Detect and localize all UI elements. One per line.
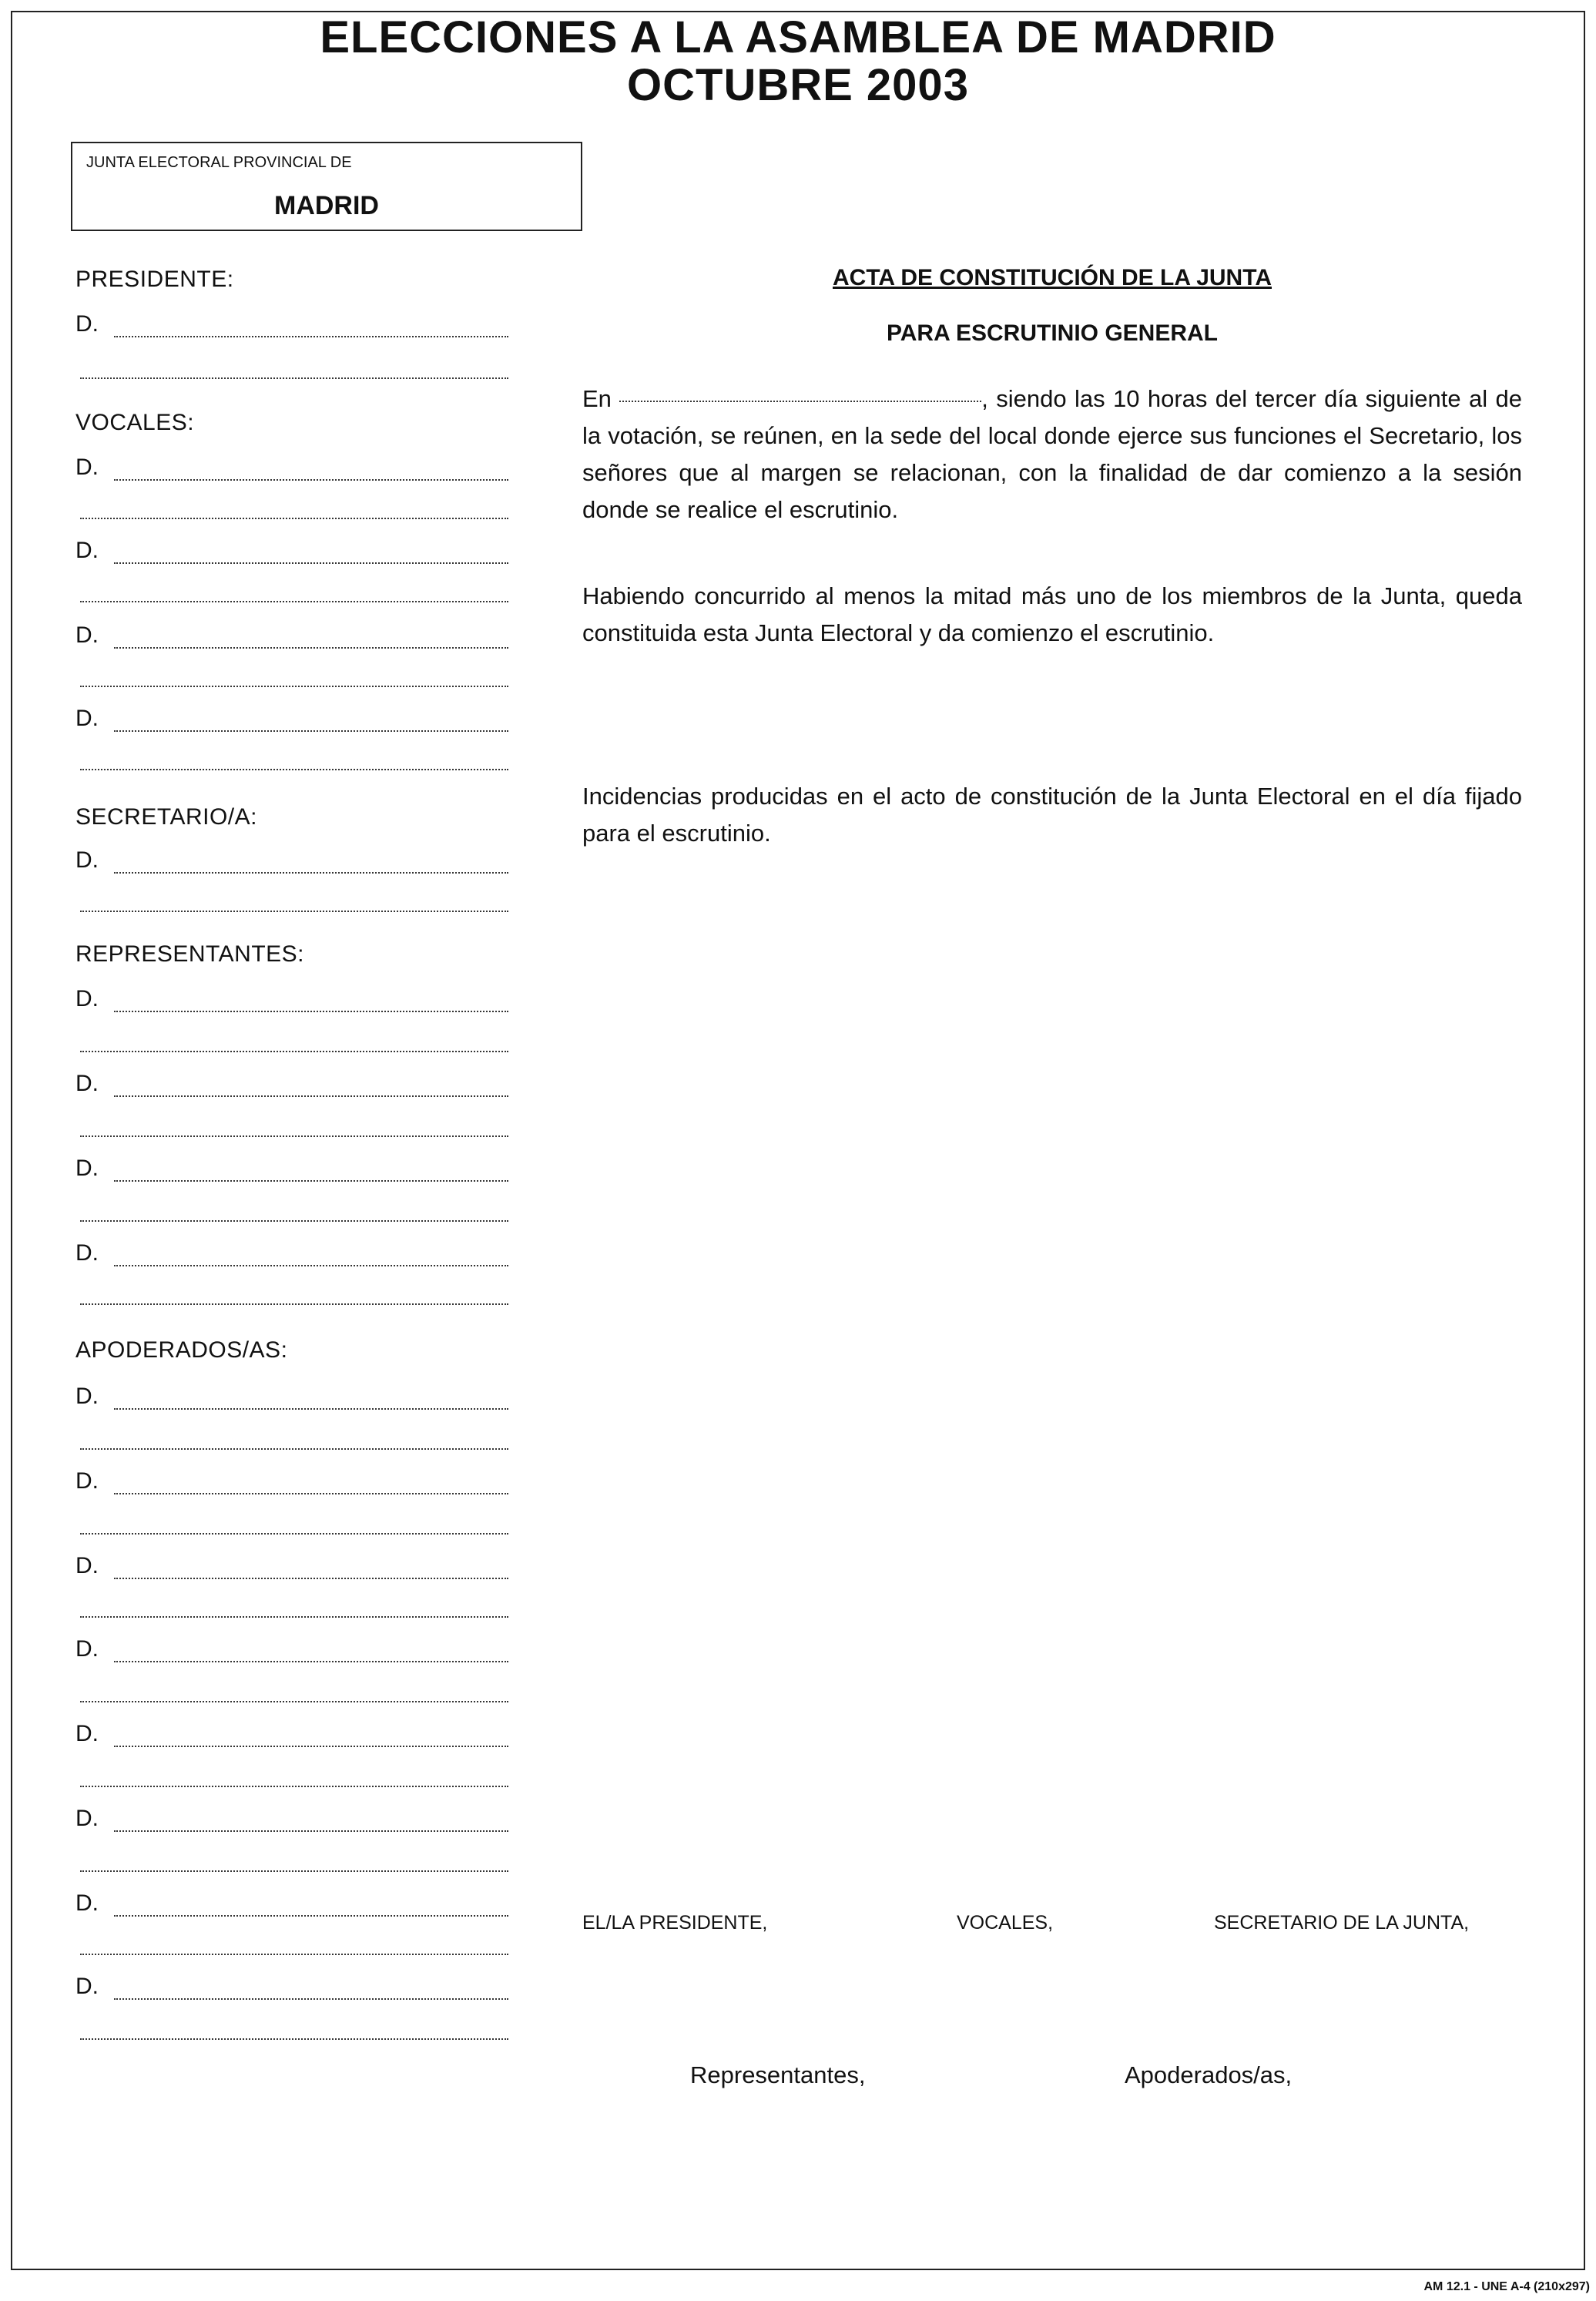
representante-2-d-label: D. xyxy=(75,1071,99,1096)
representante-2-continuation-line[interactable] xyxy=(80,1135,508,1137)
apoderado-3-d-label: D. xyxy=(75,1553,99,1578)
apoderado-1-continuation-line[interactable] xyxy=(80,1448,508,1450)
signature-representantes-label: Representantes, xyxy=(690,2061,866,2088)
apoderado-6-d-label: D. xyxy=(75,1806,99,1831)
presidente-heading: PRESIDENTE: xyxy=(75,267,234,292)
apoderado-1-name-line[interactable] xyxy=(114,1408,508,1410)
representante-4-name-line[interactable] xyxy=(114,1265,508,1266)
apoderados-heading: APODERADOS/AS: xyxy=(75,1337,288,1363)
representante-4-continuation-line[interactable] xyxy=(80,1303,508,1305)
vocal-4-name-line[interactable] xyxy=(114,730,508,732)
secretario-d-label: D. xyxy=(75,847,99,873)
apoderado-1-d-label: D. xyxy=(75,1384,99,1409)
apoderado-4-continuation-line[interactable] xyxy=(80,1701,508,1702)
signature-presidente-label: EL/LA PRESIDENTE, xyxy=(582,1912,768,1934)
representante-3-continuation-line[interactable] xyxy=(80,1220,508,1222)
paragraph-reunion-rest: , siendo las 10 horas del tercer día siguiente al de la votación, se reúnen, en la sede del local donde ejerce sus funciones el Secretario, los señores que al margen se relacionan, con la finalidad de dar comienzo a la sesión donde se realice el escrutinio. xyxy=(582,385,1522,523)
representante-3-name-line[interactable] xyxy=(114,1180,508,1182)
junta-electoral-box xyxy=(71,142,582,231)
apoderado-4-d-label: D. xyxy=(75,1636,99,1662)
presidente-name-line[interactable] xyxy=(114,336,508,337)
apoderado-8-name-line[interactable] xyxy=(114,1998,508,2000)
apoderado-4-name-line[interactable] xyxy=(114,1661,508,1662)
signature-secretario-label: SECRETARIO DE LA JUNTA, xyxy=(1214,1912,1470,1934)
acta-title: ACTA DE CONSTITUCIÓN DE LA JUNTA xyxy=(833,265,1272,290)
apoderado-6-name-line[interactable] xyxy=(114,1830,508,1832)
representante-1-d-label: D. xyxy=(75,986,99,1011)
secretario-continuation-line[interactable] xyxy=(80,911,508,912)
vocal-1-name-line[interactable] xyxy=(114,479,508,481)
apoderado-3-continuation-line[interactable] xyxy=(80,1616,508,1618)
paragraph-reunion-start: En xyxy=(582,385,612,412)
apoderado-7-name-line[interactable] xyxy=(114,1915,508,1917)
apoderado-6-continuation-line[interactable] xyxy=(80,1870,508,1872)
vocales-heading: VOCALES: xyxy=(75,410,195,435)
representante-2-name-line[interactable] xyxy=(114,1095,508,1097)
paragraph-reunion xyxy=(582,381,1522,528)
apoderado-2-name-line[interactable] xyxy=(114,1493,508,1494)
vocal-4-continuation-line[interactable] xyxy=(80,769,508,770)
apoderado-5-d-label: D. xyxy=(75,1721,99,1746)
form-code: AM 12.1 - UNE A-4 (210x297) xyxy=(1423,2280,1590,2293)
paragraph-incidencias: Incidencias producidas en el acto de constitución de la Junta Electoral en el día fijado para el escrutinio. xyxy=(582,783,1522,847)
vocal-4-d-label: D. xyxy=(75,706,99,731)
junta-label: JUNTA ELECTORAL PROVINCIAL DE xyxy=(86,154,352,171)
secretario-heading: SECRETARIO/A: xyxy=(75,804,257,830)
presidente-d-label: D. xyxy=(75,311,99,337)
apoderado-3-name-line[interactable] xyxy=(114,1578,508,1579)
junta-value: MADRID xyxy=(274,191,379,220)
apoderado-5-name-line[interactable] xyxy=(114,1746,508,1747)
vocal-2-continuation-line[interactable] xyxy=(80,601,508,602)
apoderado-5-continuation-line[interactable] xyxy=(80,1786,508,1787)
signature-vocales-label: VOCALES, xyxy=(957,1912,1054,1934)
vocal-2-d-label: D. xyxy=(75,538,99,563)
apoderado-8-continuation-line[interactable] xyxy=(80,2038,508,2040)
vocal-3-continuation-line[interactable] xyxy=(80,686,508,687)
apoderado-7-d-label: D. xyxy=(75,1890,99,1916)
representantes-heading: REPRESENTANTES: xyxy=(75,941,304,967)
vocal-3-name-line[interactable] xyxy=(114,647,508,649)
place-fill-line[interactable] xyxy=(619,401,981,402)
representante-3-d-label: D. xyxy=(75,1156,99,1181)
document-title-line1: ELECCIONES A LA ASAMBLEA DE MADRID xyxy=(320,12,1276,62)
representante-1-name-line[interactable] xyxy=(114,1011,508,1012)
apoderado-2-continuation-line[interactable] xyxy=(80,1533,508,1535)
acta-subtitle: PARA ESCRUTINIO GENERAL xyxy=(886,320,1219,346)
vocal-3-d-label: D. xyxy=(75,622,99,648)
vocal-2-name-line[interactable] xyxy=(114,562,508,564)
document-title-line2: OCTUBRE 2003 xyxy=(627,60,969,110)
vocal-1-continuation-line[interactable] xyxy=(80,518,508,519)
paragraph-constitucion: Habiendo concurrido al menos la mitad más uno de los miembros de la Junta, queda constituida esta Junta Electoral y da comienzo el escrutinio. xyxy=(582,582,1522,646)
secretario-name-line[interactable] xyxy=(114,872,508,874)
presidente-continuation-line[interactable] xyxy=(80,377,508,379)
signature-apoderados-label: Apoderados/as, xyxy=(1125,2061,1293,2088)
vocal-1-d-label: D. xyxy=(75,454,99,480)
representante-4-d-label: D. xyxy=(75,1240,99,1266)
apoderado-2-d-label: D. xyxy=(75,1468,99,1494)
representante-1-continuation-line[interactable] xyxy=(80,1051,508,1052)
apoderado-7-continuation-line[interactable] xyxy=(80,1954,508,1955)
apoderado-8-d-label: D. xyxy=(75,1974,99,1999)
